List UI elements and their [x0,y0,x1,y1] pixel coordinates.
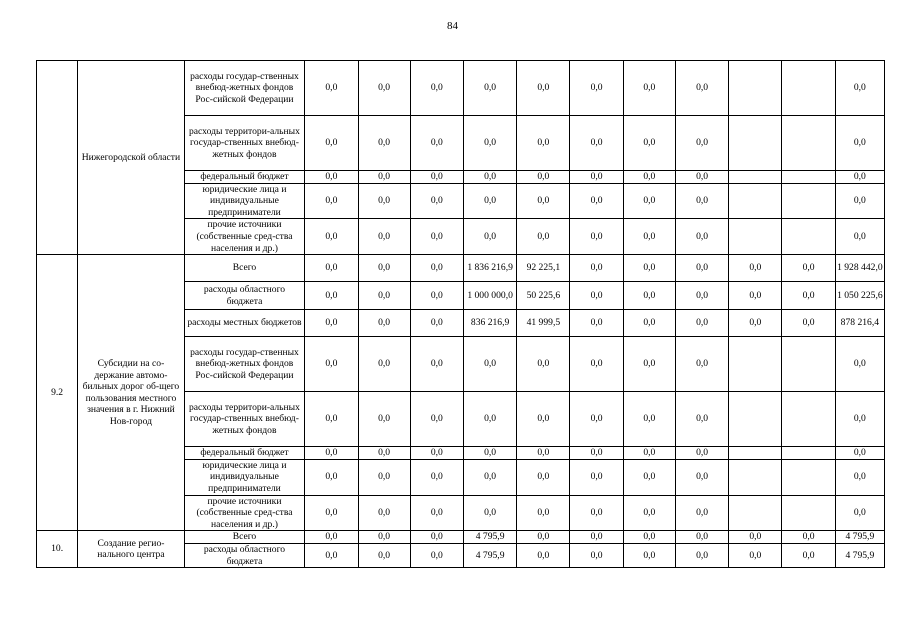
value-cell: 0,0 [782,543,835,567]
value-cell: 0,0 [835,447,884,460]
value-cell: 0,0 [729,531,782,544]
value-cell: 4 795,9 [463,543,516,567]
value-cell: 0,0 [358,495,410,531]
value-cell: 0,0 [835,171,884,184]
value-cell: 0,0 [570,171,623,184]
value-cell: 0,0 [410,337,463,392]
value-cell: 0,0 [835,219,884,255]
value-cell: 0,0 [463,116,516,171]
value-cell: 0,0 [463,171,516,184]
value-cell: 0,0 [463,61,516,116]
row-number-cell: 10. [37,531,78,568]
value-cell: 0,0 [517,495,570,531]
value-cell: 0,0 [358,392,410,447]
value-cell: 0,0 [517,392,570,447]
value-cell: 0,0 [358,447,410,460]
value-cell: 0,0 [675,171,728,184]
value-cell [782,447,835,460]
value-cell: 41 999,5 [517,310,570,337]
value-cell: 0,0 [623,495,675,531]
value-cell: 0,0 [410,116,463,171]
value-cell: 0,0 [410,171,463,184]
value-cell: 0,0 [410,531,463,544]
value-cell: 0,0 [782,531,835,544]
value-cell [782,219,835,255]
value-cell [729,116,782,171]
value-cell: 0,0 [410,447,463,460]
value-cell: 0,0 [410,543,463,567]
value-cell: 4 795,9 [835,531,884,544]
value-cell: 0,0 [570,310,623,337]
value-cell: 878 216,4 [835,310,884,337]
value-cell: 0,0 [358,183,410,219]
value-cell [729,183,782,219]
value-cell: 0,0 [305,116,358,171]
value-cell: 836 216,9 [463,310,516,337]
value-cell [729,337,782,392]
value-cell: 0,0 [358,171,410,184]
value-cell [782,61,835,116]
value-cell: 0,0 [358,255,410,282]
value-cell: 0,0 [623,282,675,310]
value-cell: 0,0 [517,171,570,184]
value-cell: 0,0 [305,255,358,282]
value-cell: 0,0 [570,543,623,567]
value-cell: 0,0 [305,447,358,460]
value-cell: 0,0 [623,531,675,544]
value-cell: 0,0 [570,495,623,531]
funding-source-cell: расходы территори-альных государ-ственных внебюд-жетных фондов [184,116,305,171]
funding-source-cell: расходы государ-ственных внебюд-жетных фондов Рос-сийской Федерации [184,337,305,392]
value-cell: 0,0 [675,543,728,567]
value-cell: 0,0 [835,459,884,495]
value-cell: 0,0 [305,531,358,544]
value-cell: 0,0 [305,61,358,116]
value-cell: 0,0 [623,183,675,219]
value-cell [782,392,835,447]
value-cell: 0,0 [623,459,675,495]
value-cell: 0,0 [305,282,358,310]
value-cell [729,219,782,255]
value-cell: 0,0 [570,459,623,495]
value-cell: 0,0 [675,337,728,392]
value-cell: 0,0 [410,255,463,282]
value-cell: 0,0 [305,543,358,567]
value-cell: 0,0 [570,531,623,544]
value-cell: 0,0 [782,310,835,337]
value-cell: 0,0 [570,61,623,116]
value-cell: 0,0 [782,255,835,282]
value-cell: 0,0 [358,531,410,544]
funding-source-cell: расходы местных бюджетов [184,310,305,337]
value-cell: 50 225,6 [517,282,570,310]
value-cell: 0,0 [305,459,358,495]
value-cell: 1 000 000,0 [463,282,516,310]
funding-source-cell: федеральный бюджет [184,171,305,184]
value-cell: 0,0 [463,495,516,531]
value-cell [729,61,782,116]
funding-source-cell: юридические лица и индивидуальные предприниматели [184,459,305,495]
value-cell: 0,0 [835,495,884,531]
value-cell: 0,0 [835,337,884,392]
value-cell: 0,0 [463,183,516,219]
value-cell: 0,0 [463,392,516,447]
value-cell: 0,0 [623,392,675,447]
value-cell: 0,0 [623,337,675,392]
value-cell: 0,0 [358,116,410,171]
value-cell: 0,0 [358,61,410,116]
value-cell: 0,0 [570,282,623,310]
value-cell: 0,0 [623,171,675,184]
value-cell: 0,0 [305,337,358,392]
table-row [37,61,885,116]
value-cell: 0,0 [517,459,570,495]
value-cell: 0,0 [305,171,358,184]
value-cell: 0,0 [675,310,728,337]
value-cell: 0,0 [675,282,728,310]
funding-source-cell: расходы территори-альных государ-ственных внебюд-жетных фондов [184,392,305,447]
value-cell: 0,0 [623,116,675,171]
value-cell: 0,0 [517,531,570,544]
row-number-cell [37,61,78,255]
value-cell: 0,0 [675,255,728,282]
value-cell: 0,0 [675,447,728,460]
value-cell: 0,0 [305,183,358,219]
value-cell: 0,0 [729,543,782,567]
row-number-cell: 9.2 [37,255,78,531]
value-cell: 0,0 [358,459,410,495]
value-cell: 0,0 [358,282,410,310]
value-cell [782,337,835,392]
value-cell: 4 795,9 [463,531,516,544]
value-cell: 0,0 [517,219,570,255]
funding-source-cell: Всего [184,531,305,544]
value-cell: 0,0 [463,337,516,392]
value-cell: 0,0 [570,337,623,392]
value-cell: 0,0 [358,337,410,392]
value-cell: 0,0 [729,282,782,310]
value-cell: 0,0 [570,255,623,282]
measure-name-cell: Субсидии на со-держание автомо-бильных дорог об-щего пользования местного значения в г. Нижний Нов-город [78,255,185,531]
funding-source-cell: прочие источники (собственные сред-ства населения и др.) [184,495,305,531]
value-cell: 0,0 [623,61,675,116]
funding-source-cell: юридические лица и индивидуальные предприниматели [184,183,305,219]
value-cell: 1 836 216,9 [463,255,516,282]
value-cell [782,116,835,171]
value-cell: 0,0 [517,183,570,219]
value-cell: 0,0 [835,392,884,447]
measure-name-cell: Нижегородской области [78,61,185,255]
value-cell: 0,0 [729,255,782,282]
value-cell: 0,0 [835,61,884,116]
value-cell: 0,0 [410,282,463,310]
value-cell [782,183,835,219]
value-cell: 0,0 [570,183,623,219]
value-cell: 0,0 [623,447,675,460]
funding-source-cell: расходы государ-ственных внебюд-жетных фондов Рос-сийской Федерации [184,61,305,116]
value-cell: 4 795,9 [835,543,884,567]
value-cell: 0,0 [463,219,516,255]
value-cell: 1 928 442,0 [835,255,884,282]
value-cell: 0,0 [675,183,728,219]
value-cell: 0,0 [729,310,782,337]
value-cell [782,171,835,184]
value-cell: 0,0 [835,116,884,171]
funding-source-cell: расходы областного бюджета [184,543,305,567]
value-cell: 0,0 [463,459,516,495]
value-cell [729,459,782,495]
value-cell: 0,0 [675,61,728,116]
value-cell: 0,0 [623,310,675,337]
value-cell: 0,0 [517,116,570,171]
value-cell: 0,0 [358,219,410,255]
value-cell [729,171,782,184]
value-cell: 0,0 [570,392,623,447]
value-cell: 0,0 [410,495,463,531]
value-cell: 0,0 [675,219,728,255]
value-cell: 0,0 [410,219,463,255]
value-cell: 0,0 [675,531,728,544]
value-cell: 92 225,1 [517,255,570,282]
value-cell [729,495,782,531]
value-cell: 0,0 [305,495,358,531]
value-cell: 0,0 [358,310,410,337]
value-cell: 0,0 [410,459,463,495]
value-cell: 0,0 [463,447,516,460]
value-cell: 0,0 [305,392,358,447]
value-cell: 0,0 [675,116,728,171]
value-cell: 1 050 225,6 [835,282,884,310]
value-cell: 0,0 [570,219,623,255]
value-cell: 0,0 [410,183,463,219]
value-cell [782,495,835,531]
value-cell: 0,0 [410,392,463,447]
funding-source-cell: прочие источники (собственные сред-ства населения и др.) [184,219,305,255]
funding-source-cell: расходы областного бюджета [184,282,305,310]
value-cell: 0,0 [517,61,570,116]
value-cell: 0,0 [517,337,570,392]
value-cell: 0,0 [835,183,884,219]
page-number: 84 [447,20,458,32]
value-cell [729,392,782,447]
value-cell: 0,0 [675,495,728,531]
funding-source-cell: федеральный бюджет [184,447,305,460]
measure-name-cell: Создание регио-нального центра [78,531,185,568]
value-cell: 0,0 [675,459,728,495]
value-cell: 0,0 [305,310,358,337]
value-cell: 0,0 [570,116,623,171]
value-cell: 0,0 [570,447,623,460]
value-cell: 0,0 [675,392,728,447]
budget-table [36,60,885,568]
table-row [37,255,885,282]
funding-source-cell: Всего [184,255,305,282]
value-cell: 0,0 [782,282,835,310]
value-cell: 0,0 [358,543,410,567]
value-cell [729,447,782,460]
value-cell: 0,0 [305,219,358,255]
value-cell: 0,0 [623,543,675,567]
value-cell: 0,0 [623,255,675,282]
value-cell [782,459,835,495]
value-cell: 0,0 [410,310,463,337]
value-cell: 0,0 [410,61,463,116]
table-row [37,531,885,544]
value-cell: 0,0 [517,447,570,460]
value-cell: 0,0 [517,543,570,567]
value-cell: 0,0 [623,219,675,255]
